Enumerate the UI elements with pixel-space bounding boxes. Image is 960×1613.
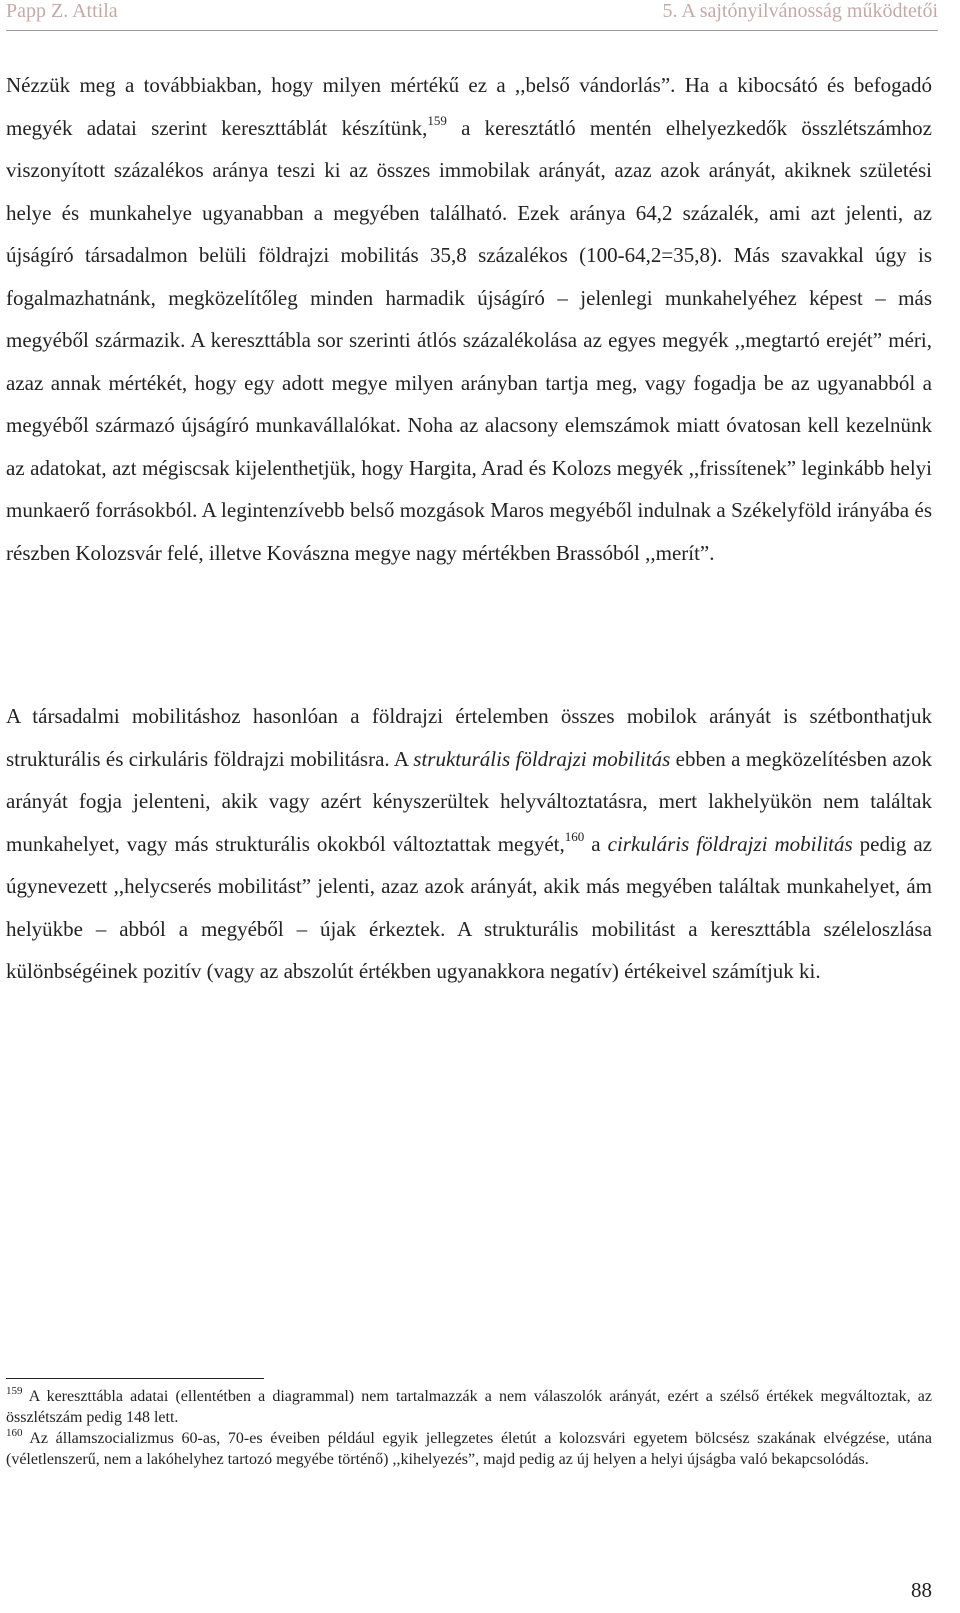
paragraph-2-text-b: ebben a megközelítésben azok arányát fogja jelenteni, akik vagy azért kényszerültek helyváltoztatásra, mert lakhelyükön nem találtak munkahelyet, vagy más strukturális okokból változtattak megyét,	[6, 746, 932, 856]
footnote-text: A kereszttábla adatai (ellentétben a diagrammal) nem tartalmazzák a nem válaszolók arányát, ezért a szélső értékek megváltoztak, az összlétszám pedig 148 lett.	[6, 1388, 932, 1426]
paragraph-2	[6, 695, 932, 993]
footnote-separator	[6, 1378, 264, 1379]
footnote-number: 159	[6, 1385, 23, 1397]
footnotes	[6, 1386, 932, 1470]
running-header	[6, 0, 938, 31]
footnote-ref-160: 160	[564, 828, 585, 844]
header-author: Papp Z. Attila	[6, 0, 118, 22]
paragraph-2-text-c: a	[584, 831, 608, 856]
footnote-159	[6, 1386, 932, 1428]
paragraph-1-text-b: a keresztátló mentén elhelyezkedők összlétszámhoz viszonyított százalékos aránya teszi ki az összes immobilak arányát, azaz azok arányát, akiknek születési helye és munkahelye ugyanabban a megyében található. Ezek aránya 64,2 százalék, ami azt jelenti, az újságíró társadalmon belüli földrajzi mobilitás 35,8 százalékos (100-64,2=35,8). Más szavakkal úgy is fogalmazhatnánk, megközelítőleg minden harmadik újságíró – jelenlegi munkahelyéhez képest – más megyéből származik. A kereszttábla sor szerinti átlós százalékolása az egyes megyék ,,megtartó erejét” méri, azaz annak mértékét, hogy egy adott megye milyen arányban tartja meg, vagy fogadja be az ugyanabból a megyéből származó újságíró munkavállalókat. Noha az alacsony elemszámok miatt óvatosan kell kezelnünk az adatokat, azt mégiscsak kijelenthetjük, hogy Hargita, Arad és Kolozs megyék ,,frissítenek” leginkább helyi munkaerő forrásokból. A legintenzívebb belső mozgások Maros megyéből indulnak a Székelyföld irányába és részben Kolozsvár felé, illetve Kovászna megye nagy mértékben Brassóból ,,merít”.	[6, 115, 932, 565]
footnote-ref-159: 159	[427, 112, 447, 128]
term-structural-mobility: strukturális földrajzi mobilitás	[413, 746, 671, 771]
footnote-number: 160	[6, 1427, 23, 1439]
page-number: 88	[911, 1578, 932, 1602]
header-section-title: 5. A sajtónyilvánosság működtetői	[662, 0, 938, 22]
paragraph-2-text-a: A társadalmi mobilitáshoz hasonlóan a földrajzi értelemben összes mobilok arányát is szétbonthatjuk strukturális és cirkuláris földrajzi mobilitásra. A	[6, 704, 932, 771]
paragraph-1	[6, 64, 932, 574]
footnote-160	[6, 1428, 932, 1470]
paragraph-2-text-d: pedig az úgynevezett ,,helycserés mobilitást” jelenti, azaz azok arányát, akik más megyében találtak munkahelyet, ám helyükbe – abból a megyéből – újak érkeztek. A strukturális mobilitást a kereszttábla széleloszlása különbségéinek pozitív (vagy az abszolút értékben ugyanakkora negatív) értékeivel számítjuk ki.	[6, 831, 932, 983]
term-circular-mobility: cirkuláris földrajzi mobilitás	[607, 831, 853, 856]
footnote-text: Az államszocializmus 60-as, 70-es éveiben például egyik jellegzetes életút a kolozsvári egyetem bölcsész szakának elvégzése, utána (véletlenszerű, nem a lakóhelyhez tartozó megyébe történő) ,,kihelyezés”, majd pedig az új helyen a helyi újságba való bekapcsolódás.	[6, 1430, 932, 1468]
paragraph-1-text-a: Nézzük meg a továbbiakban, hogy milyen mértékű ez a ,,belső vándorlás”. Ha a kibocsátó és befogadó megyék adatai szerint kereszttáblát készítünk,	[6, 73, 932, 140]
